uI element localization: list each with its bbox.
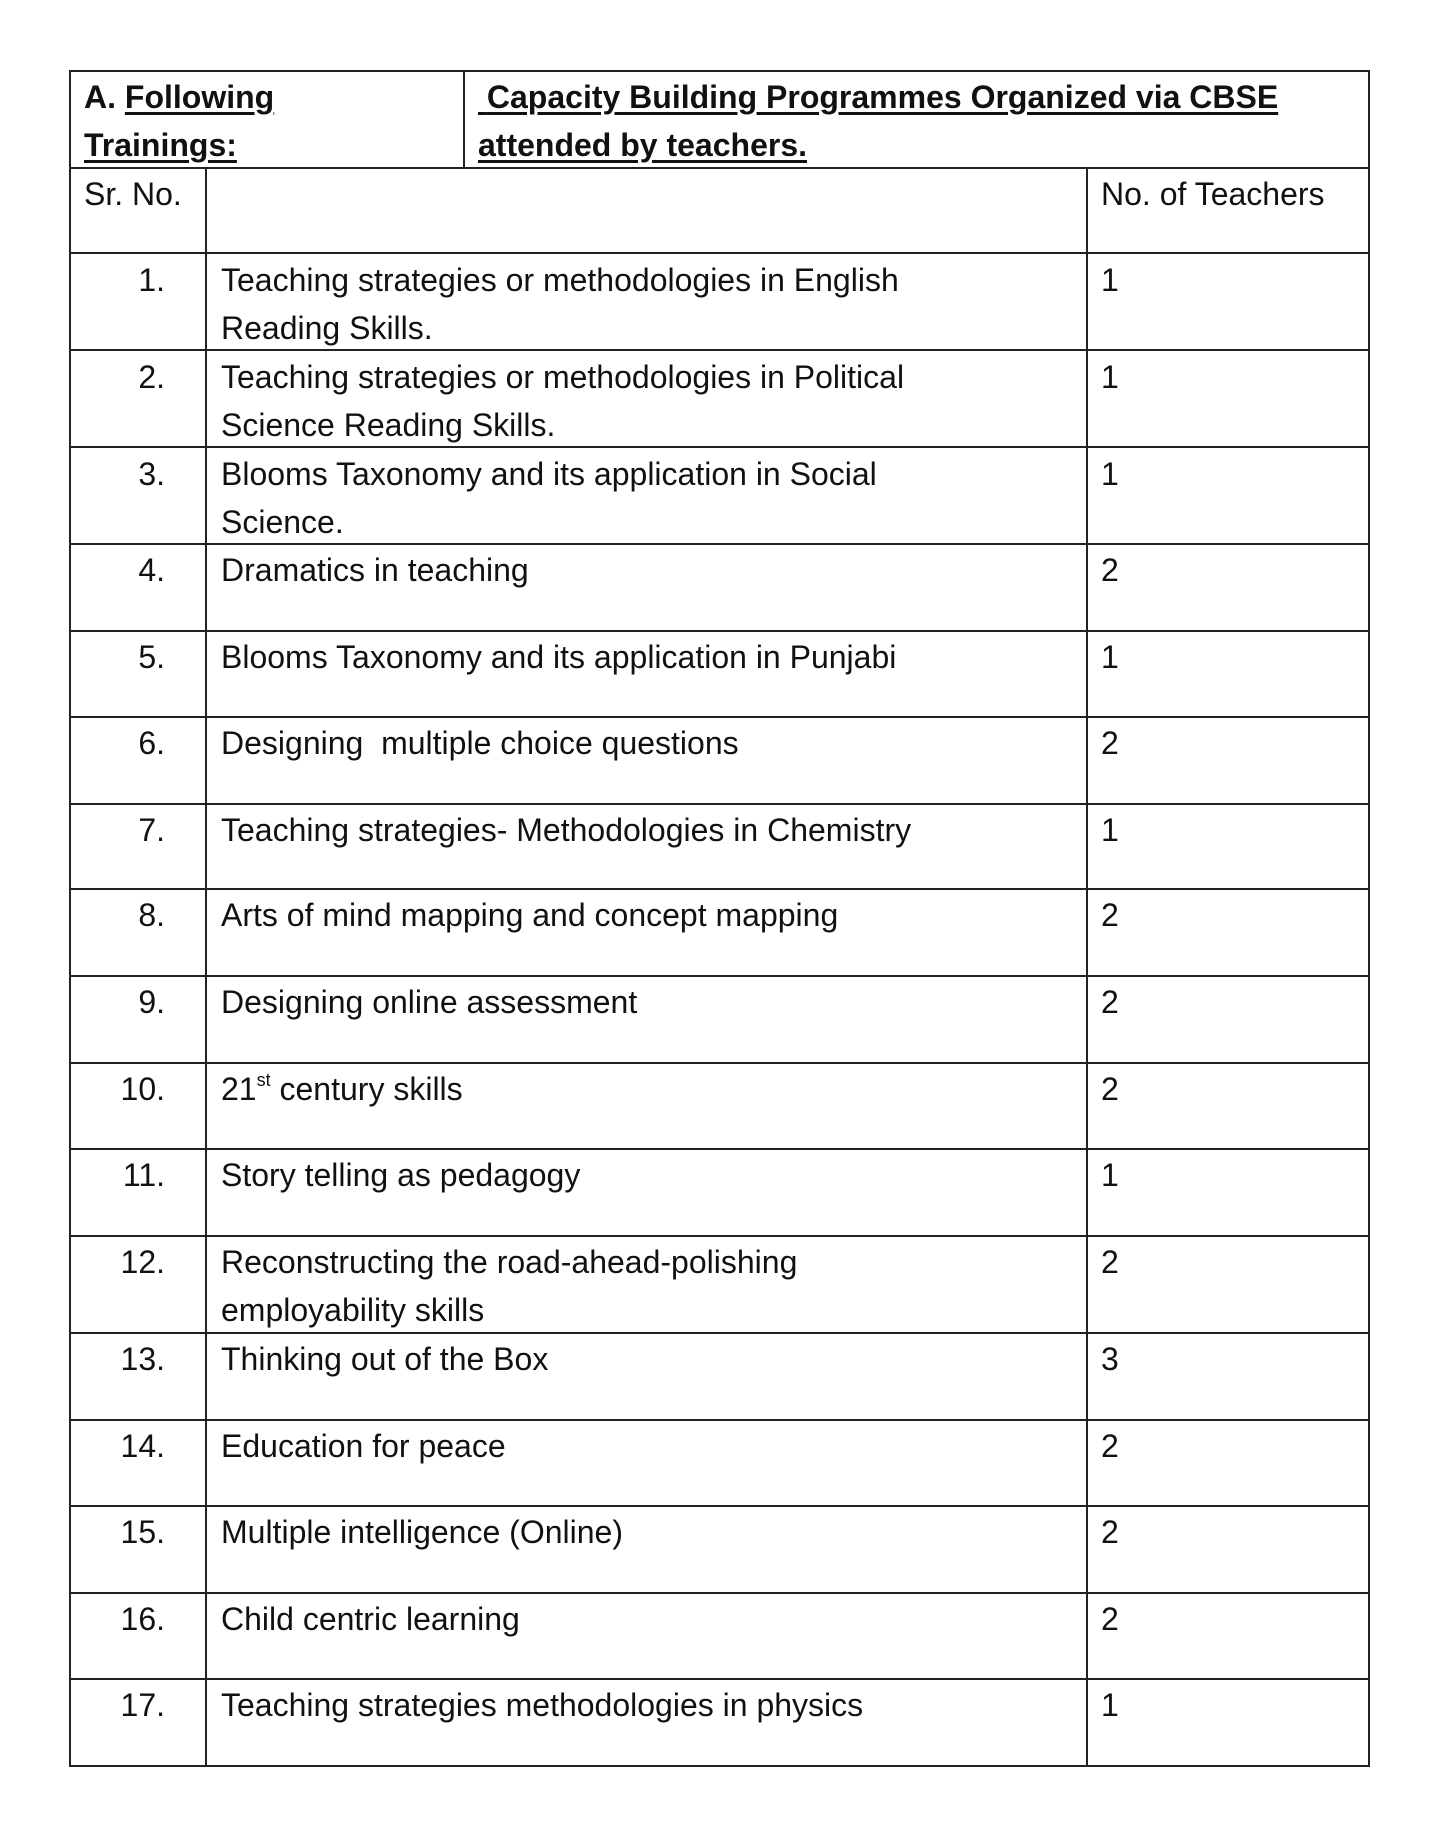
row-teacher-count: 1 (1101, 639, 1119, 675)
row-teacher-count: 2 (1101, 1244, 1119, 1280)
row-teacher-count: 2 (1101, 1428, 1119, 1464)
row-topic: Designing online assessment (221, 984, 638, 1020)
row-topic: Blooms Taxonomy and its application in Punjabi (221, 639, 897, 675)
row-divider (69, 975, 1370, 977)
row-teacher-count: 1 (1101, 812, 1119, 848)
row-topic-superscript: st (256, 1070, 271, 1090)
section-title-line2: Trainings: (84, 127, 237, 163)
row-teacher-count: 2 (1101, 984, 1119, 1020)
row-sr-no: 1. (138, 262, 165, 298)
row-teacher-count: 1 (1101, 1687, 1119, 1723)
row-topic-base: 21 (221, 1071, 257, 1107)
row-topic: Thinking out of the Box (221, 1341, 549, 1377)
row-teacher-count: 1 (1101, 262, 1119, 298)
row-divider (69, 630, 1370, 632)
section-heading (84, 73, 274, 121)
section-title-line1: Following (124, 79, 275, 115)
section-label: A. (84, 79, 116, 115)
row-teacher-count: 2 (1101, 1071, 1119, 1107)
row-sr-no: 17. (120, 1687, 165, 1723)
row-sr-no: 8. (138, 897, 165, 933)
count-column-divider (1086, 167, 1088, 1767)
row-sr-no: 3. (138, 456, 165, 492)
row-sr-no: 9. (138, 984, 165, 1020)
row-topic-rest: century skills (270, 1071, 463, 1107)
header-column-divider (463, 70, 465, 169)
row-topic-line1: Teaching strategies or methodologies in English (221, 262, 899, 298)
row-sr-no: 6. (138, 725, 165, 761)
row-topic-line1: Reconstructing the road-ahead-polishing (221, 1244, 798, 1280)
row-divider (69, 1678, 1370, 1680)
column-header-teachers: No. of Teachers (1101, 176, 1325, 212)
sr-column-divider (205, 167, 207, 1767)
row-teacher-count: 3 (1101, 1341, 1119, 1377)
row-topic-line2: Reading Skills. (221, 310, 433, 346)
row-sr-no: 2. (138, 359, 165, 395)
row-teacher-count: 2 (1101, 552, 1119, 588)
row-teacher-count: 1 (1101, 1157, 1119, 1193)
row-topic-line1: Teaching strategies or methodologies in Political (221, 359, 905, 395)
row-teacher-count: 2 (1101, 897, 1119, 933)
row-topic: Education for peace (221, 1428, 506, 1464)
row-sr-no: 16. (120, 1601, 165, 1637)
row-topic: Teaching strategies methodologies in physics (221, 1687, 864, 1723)
row-divider (69, 1505, 1370, 1507)
row-divider (69, 1235, 1370, 1237)
row-topic (221, 1065, 463, 1113)
row-divider (69, 716, 1370, 718)
row-topic: Designing multiple choice questions (221, 725, 739, 761)
programme-title-text: Capacity Building Programmes Organized via CBSE (486, 79, 1279, 115)
table-border-bottom (69, 1765, 1370, 1767)
row-topic: Arts of mind mapping and concept mapping (221, 897, 839, 933)
row-teacher-count: 2 (1101, 1514, 1119, 1550)
row-divider (69, 1148, 1370, 1150)
row-topic: Child centric learning (221, 1601, 520, 1637)
row-teacher-count: 2 (1101, 1601, 1119, 1637)
column-header-sr-no: Sr. No. (84, 176, 182, 212)
row-topic: Multiple intelligence (Online) (221, 1514, 623, 1550)
row-topic: Teaching strategies- Methodologies in Chemistry (221, 812, 912, 848)
column-header-divider (69, 252, 1370, 254)
row-divider (69, 1592, 1370, 1594)
programme-title-line1 (478, 73, 1278, 121)
row-sr-no: 4. (138, 552, 165, 588)
programme-title-line2: attended by teachers. (478, 127, 807, 163)
row-sr-no: 7. (138, 812, 165, 848)
row-divider (69, 1062, 1370, 1064)
row-sr-no: 5. (138, 639, 165, 675)
row-divider (69, 888, 1370, 890)
row-topic-line1: Blooms Taxonomy and its application in Social (221, 456, 877, 492)
row-divider (69, 803, 1370, 805)
table-border-right (1368, 70, 1370, 1767)
row-sr-no: 15. (120, 1514, 165, 1550)
row-sr-no: 14. (120, 1428, 165, 1464)
row-teacher-count: 2 (1101, 725, 1119, 761)
row-teacher-count: 1 (1101, 456, 1119, 492)
table-border-top (69, 70, 1370, 72)
row-topic-line2: Science Reading Skills. (221, 407, 556, 443)
row-topic: Dramatics in teaching (221, 552, 529, 588)
row-sr-no: 11. (122, 1157, 165, 1193)
row-teacher-count: 1 (1101, 359, 1119, 395)
row-topic-line2: Science. (221, 504, 344, 540)
row-sr-no: 10. (120, 1071, 165, 1107)
row-topic-line2: employability skills (221, 1292, 485, 1328)
row-topic: Story telling as pedagogy (221, 1157, 581, 1193)
row-sr-no: 12. (120, 1244, 165, 1280)
row-sr-no: 13. (120, 1341, 165, 1377)
row-divider (69, 1419, 1370, 1421)
